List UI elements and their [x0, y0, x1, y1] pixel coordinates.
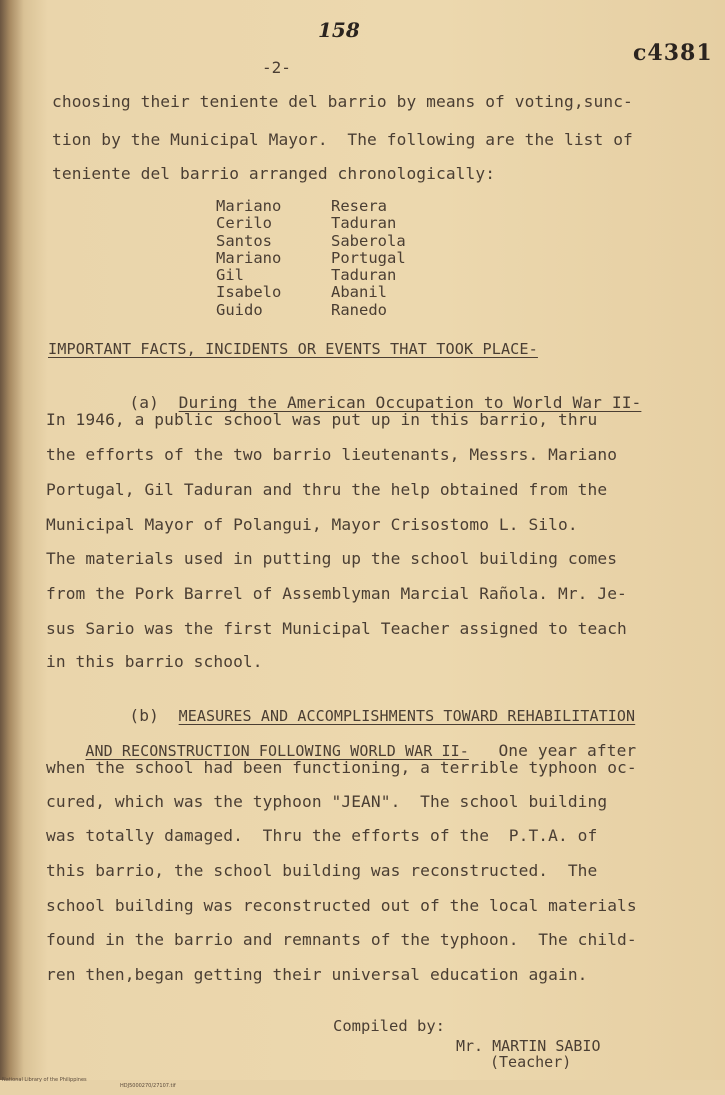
section-a-line-5: The materials used in putting up the school building comes	[46, 549, 618, 568]
compiler-role: (Teacher)	[490, 1053, 572, 1071]
teniente-last-name: Taduran	[331, 266, 397, 285]
teniente-last-name: Portugal	[331, 248, 406, 267]
teniente-last-name: Resera	[331, 197, 387, 215]
teniente-first-name: Isabelo	[216, 283, 282, 302]
section-b-line-2: cured, which was the typhoon "JEAN". The school building	[46, 792, 608, 811]
section-b-line-6: found in the barrio and remnants of the typhoon. The child-	[46, 930, 637, 949]
compiled-by-label: Compiled by:	[333, 1017, 445, 1035]
teniente-first-name: Cerilo	[216, 214, 272, 233]
section-a-line-6: from the Pork Barrel of Assemblyman Marcial Rañola. Mr. Je-	[46, 584, 627, 603]
section-a-line-1: In 1946, a public school was put up in this barrio, thru	[46, 410, 598, 429]
section-b-line-4: this barrio, the school building was reconstructed. The	[46, 861, 598, 880]
section-b-line-3: was totally damaged. Thru the efforts of the P.T.A. of	[46, 826, 598, 845]
section-a-label: (a)	[129, 393, 159, 412]
section-b-line-1: when the school had been functioning, a terrible typhoon oc-	[46, 758, 637, 777]
section-a-line-4: Municipal Mayor of Polangui, Mayor Crisostomo L. Silo.	[46, 515, 578, 534]
teniente-last-name: Taduran	[331, 214, 397, 233]
intro-line-1: choosing their teniente del barrio by means of voting,sunc-	[52, 92, 633, 111]
intro-line-3: teniente del barrio arranged chronologically:	[52, 164, 496, 183]
teniente-first-name: Guido	[216, 300, 263, 319]
compiler-name: Mr. MARTIN SABIO	[456, 1037, 601, 1055]
teniente-first-name: Gil	[216, 266, 244, 285]
teniente-last-names	[331, 198, 406, 319]
section-b-line-5: school building was reconstructed out of the local materials	[46, 896, 637, 915]
section-a-title: During the American Occupation to World War II-	[178, 393, 642, 412]
section-a-line-8: in this barrio school.	[46, 652, 263, 671]
footer-library: National Library of the Philippines	[2, 1077, 87, 1083]
catalog-number: c4381	[633, 40, 713, 66]
teniente-first-name: Santos	[216, 231, 272, 250]
intro-line-2: tion by the Municipal Mayor. The following are the list of	[52, 130, 633, 149]
section-a-line-7: sus Sario was the first Municipal Teacher assigned to teach	[46, 619, 627, 638]
section-b-title-line-2: AND RECONSTRUCTION FOLLOWING WORLD WAR II-	[85, 742, 469, 760]
teniente-last-name: Saberola	[331, 231, 406, 250]
scan-footer	[0, 1071, 725, 1095]
page-number: -2-	[262, 58, 291, 77]
teniente-first-names	[216, 198, 281, 319]
section-a-line-3: Portugal, Gil Taduran and thru the help obtained from the	[46, 480, 608, 499]
teniente-last-name: Abanil	[331, 283, 387, 302]
section-b-title-line-1: MEASURES AND ACCOMPLISHMENTS TOWARD REHABILITATION	[178, 707, 636, 725]
section-a-line-2: the efforts of the two barrio lieutenants, Messrs. Mariano	[46, 445, 618, 464]
footer-file: HDJ5000270/27107.tif	[120, 1083, 176, 1089]
handwritten-page-mark: 158	[318, 18, 360, 42]
section-b-title-line-2-rest: One year after	[498, 741, 637, 760]
section-b-line-7: ren then,began getting their universal education again.	[46, 965, 588, 984]
teniente-last-name: Ranedo	[331, 300, 387, 319]
section-b-label: (b)	[129, 706, 159, 725]
teniente-first-name: Mariano	[216, 197, 282, 215]
teniente-first-name: Mariano	[216, 248, 282, 267]
section-heading: IMPORTANT FACTS, INCIDENTS OR EVENTS THAT TOOK PLACE-	[48, 340, 538, 358]
